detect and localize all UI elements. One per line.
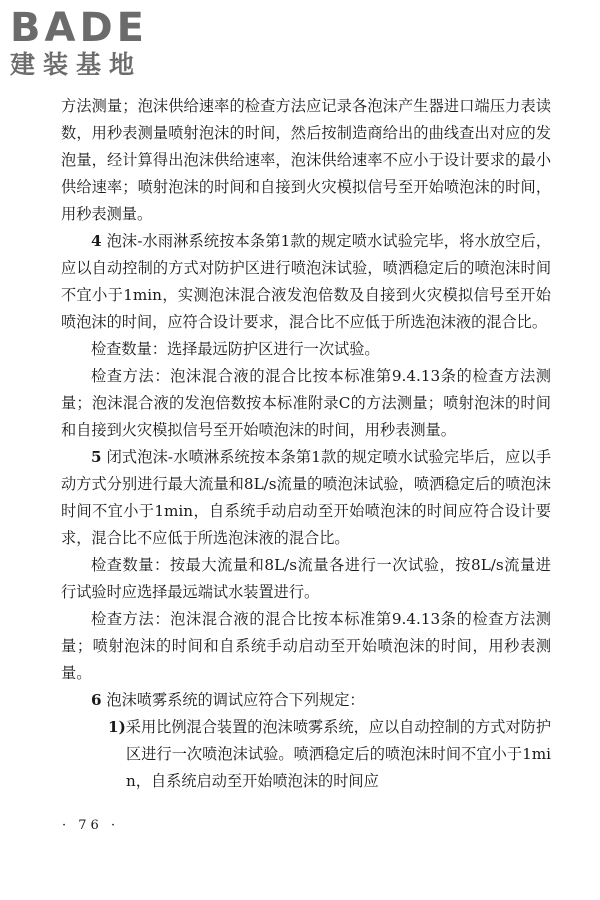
bade-logo — [10, 6, 180, 84]
subitem-number: 1) — [108, 718, 126, 736]
paragraph-check-quantity: 检查数量：选择最远防护区进行一次试验。 — [91, 340, 380, 358]
item-number: 4 — [91, 232, 102, 250]
logo-brand: BADE — [10, 5, 148, 51]
paragraph-check-method: 检查方法：泡沫混合液的混合比按本标准第9.4.13条的检查方法测量；泡沫混合液的发泡倍数按本标准附录C的方法测量；喷射泡沫的时间和自接到火灾模拟信号至开始喷泡沫的时间，用秒表测量。 — [61, 367, 551, 439]
paragraph-check-method: 检查方法：泡沫混合液的混合比按本标准第9.4.13条的检查方法测量；喷射泡沫的时间和自系统手动启动至开始喷泡沫的时间，用秒表测量。 — [61, 610, 551, 682]
document-body — [61, 93, 551, 795]
paragraph-subitem-1: 1)采用比例混合装置的泡沫喷雾系统，应以自动控制的方式对防护区进行一次喷泡沫试验。喷洒稳定后的喷泡沫时间不宜小于1min，自系统启动至开始喷泡沫的时间应 — [108, 718, 552, 790]
logo-subtitle: 建装基地 — [10, 50, 143, 79]
paragraph-continued: 方法测量；泡沫供给速率的检查方法应记录各泡沫产生器进口端压力表读数，用秒表测量喷射泡沫的时间，然后按制造商给出的曲线查出对应的发泡量，经计算得出泡沫供给速率，泡沫供给速率不应小于设计要求的最小供给速率；喷射泡沫的时间和自接到火灾模拟信号至开始喷泡沫的时间，用秒表测量。 — [61, 97, 551, 223]
paragraph-item-4: 4 泡沫-水雨淋系统按本条第1款的规定喷水试验完毕，将水放空后，应以自动控制的方式对防护区进行喷泡沫试验，喷洒稳定后的喷泡沫时间不宜小于1min，实测泡沫混合液发泡倍数及自接到火灾模拟信号至开始喷泡沫的时间，应符合设计要求，混合比不应低于所选泡沫液的混合比。 — [61, 232, 552, 331]
paragraph-check-quantity: 检查数量：按最大流量和8L/s流量各进行一次试验，按8L/s流量进行试验时应选择最远端试水装置进行。 — [61, 556, 551, 601]
item-number: 5 — [91, 448, 102, 466]
paragraph-item-6: 6 泡沫喷雾系统的调试应符合下列规定： — [91, 691, 365, 709]
page-number: · 76 · — [62, 818, 120, 833]
item-number: 6 — [91, 691, 102, 709]
paragraph-item-5: 5 闭式泡沫-水喷淋系统按本条第1款的规定喷水试验完毕后，应以手动方式分别进行最大流量和8L/s流量的喷泡沫试验，喷洒稳定后的喷泡沫时间不宜小于1min，自系统手动启动至开始喷泡沫的时间应符合设计要求，混合比不应低于所选泡沫液的混合比。 — [61, 448, 552, 547]
